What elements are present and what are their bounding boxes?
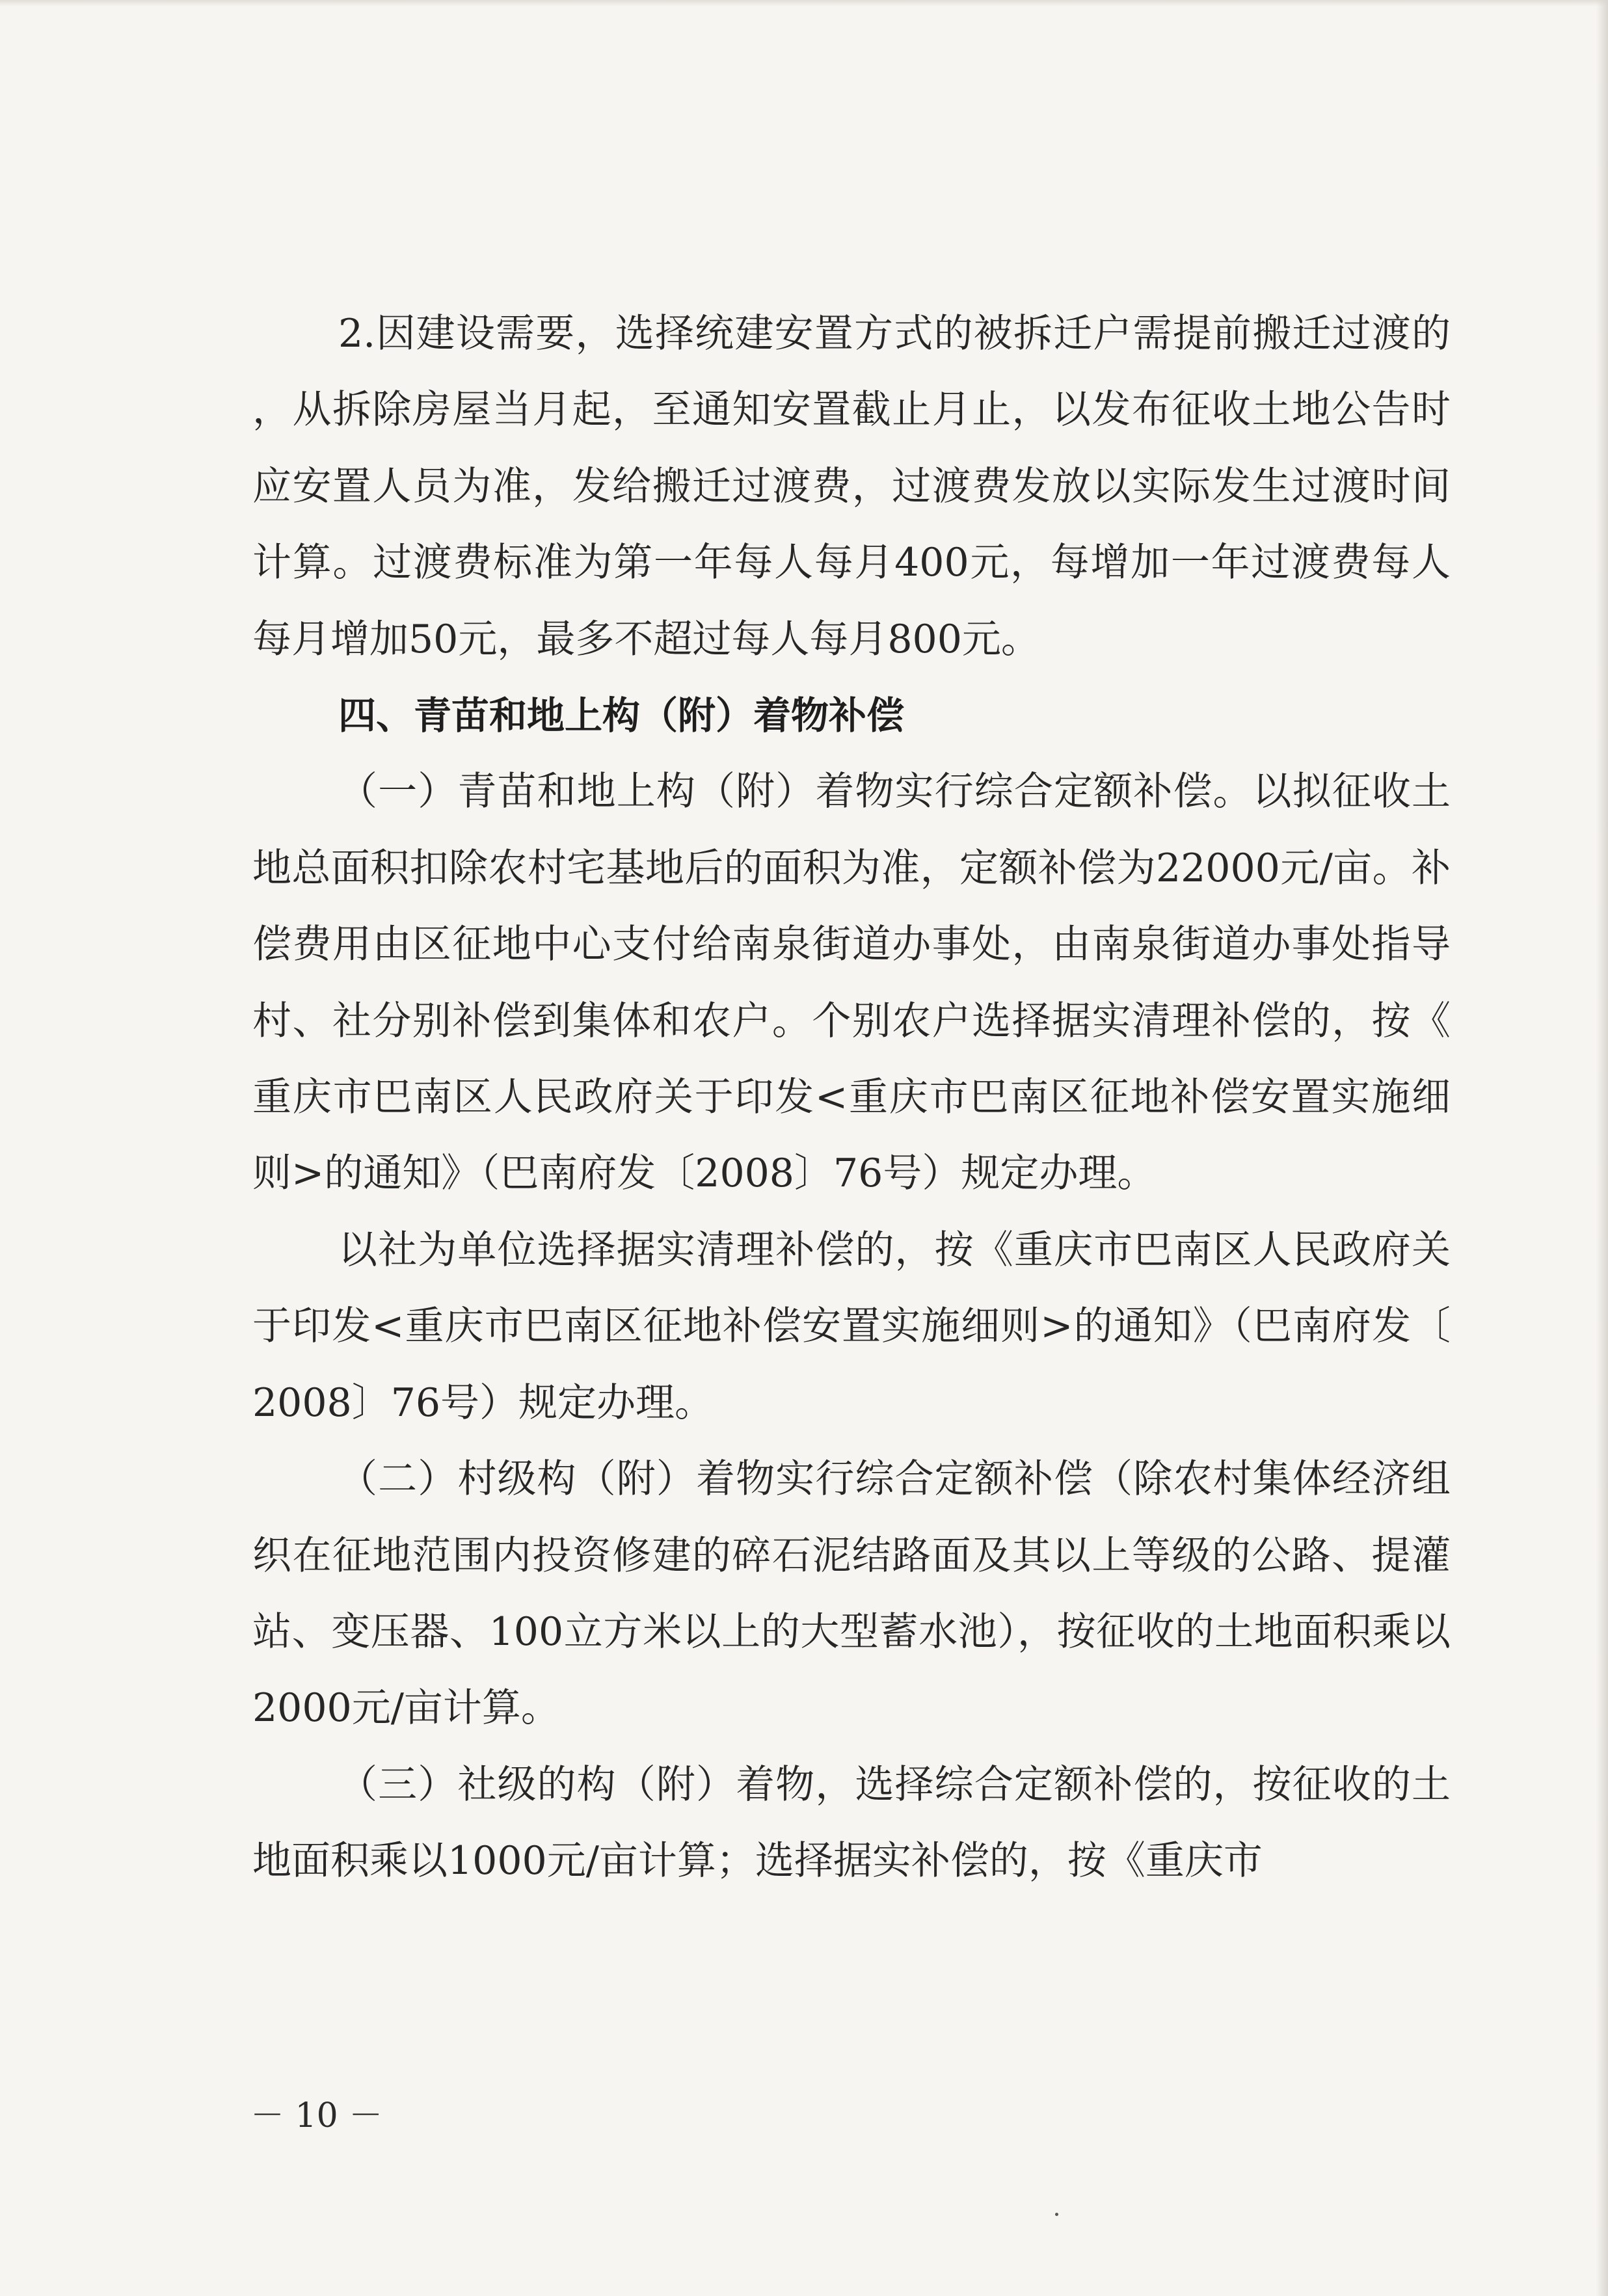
paragraph-village-attachments: （二）村级构（附）着物实行综合定额补偿（除农村集体经济组织在征地范围内投资修建的碎石泥结路面及其以上等级的公路、提灌站、变压器、100立方米以上的大型蓄水池），按征收的土地面积乘以2000元/亩计算。 bbox=[252, 1456, 1451, 1731]
section-heading-crop-compensation: 四、青苗和地上构（附）着物补偿 bbox=[338, 693, 905, 738]
scan-speck bbox=[1055, 2213, 1058, 2216]
scan-edge-top bbox=[0, 0, 1608, 7]
scan-edge-right bbox=[1596, 0, 1608, 2296]
document-body bbox=[252, 296, 1451, 1900]
paragraph-community-actual-compensation: 以社为单位选择据实清理补偿的，按《重庆市巴南区人民政府关于印发<重庆市巴南区征地补偿安置实施细则>的通知》（巴南府发〔2008〕76号）规定办理。 bbox=[252, 1227, 1451, 1426]
paragraph-crop-fixed-compensation: （一）青苗和地上构（附）着物实行综合定额补偿。以拟征收土地总面积扣除农村宅基地后的面积为准，定额补偿为22000元/亩。补偿费用由区征地中心支付给南泉街道办事处，由南泉街道办事处指导村、社分别补偿到集体和农户。个别农户选择据实清理补偿的，按《重庆市巴南区人民政府关于印发<重庆市巴南区征地补偿安置实施细则>的通知》（巴南府发〔2008〕76号）规定办理。 bbox=[252, 769, 1451, 1197]
paragraph-community-attachments: （三）社级的构（附）着物，选择综合定额补偿的，按征收的土地面积乘以1000元/亩计算；选择据实补偿的，按《重庆市 bbox=[252, 1761, 1451, 1884]
paragraph-relocation-transition-fee: 2.因建设需要，选择统建安置方式的被拆迁户需提前搬迁过渡的，从拆除房屋当月起，至通知安置截止月止，以发布征收土地公告时应安置人员为准，发给搬迁过渡费，过渡费发放以实际发生过渡时间计算。过渡费标准为第一年每人每月400元，每增加一年过渡费每人每月增加50元，最多不超过每人每月800元。 bbox=[252, 311, 1451, 662]
page-number: － 10 － bbox=[250, 2096, 383, 2135]
